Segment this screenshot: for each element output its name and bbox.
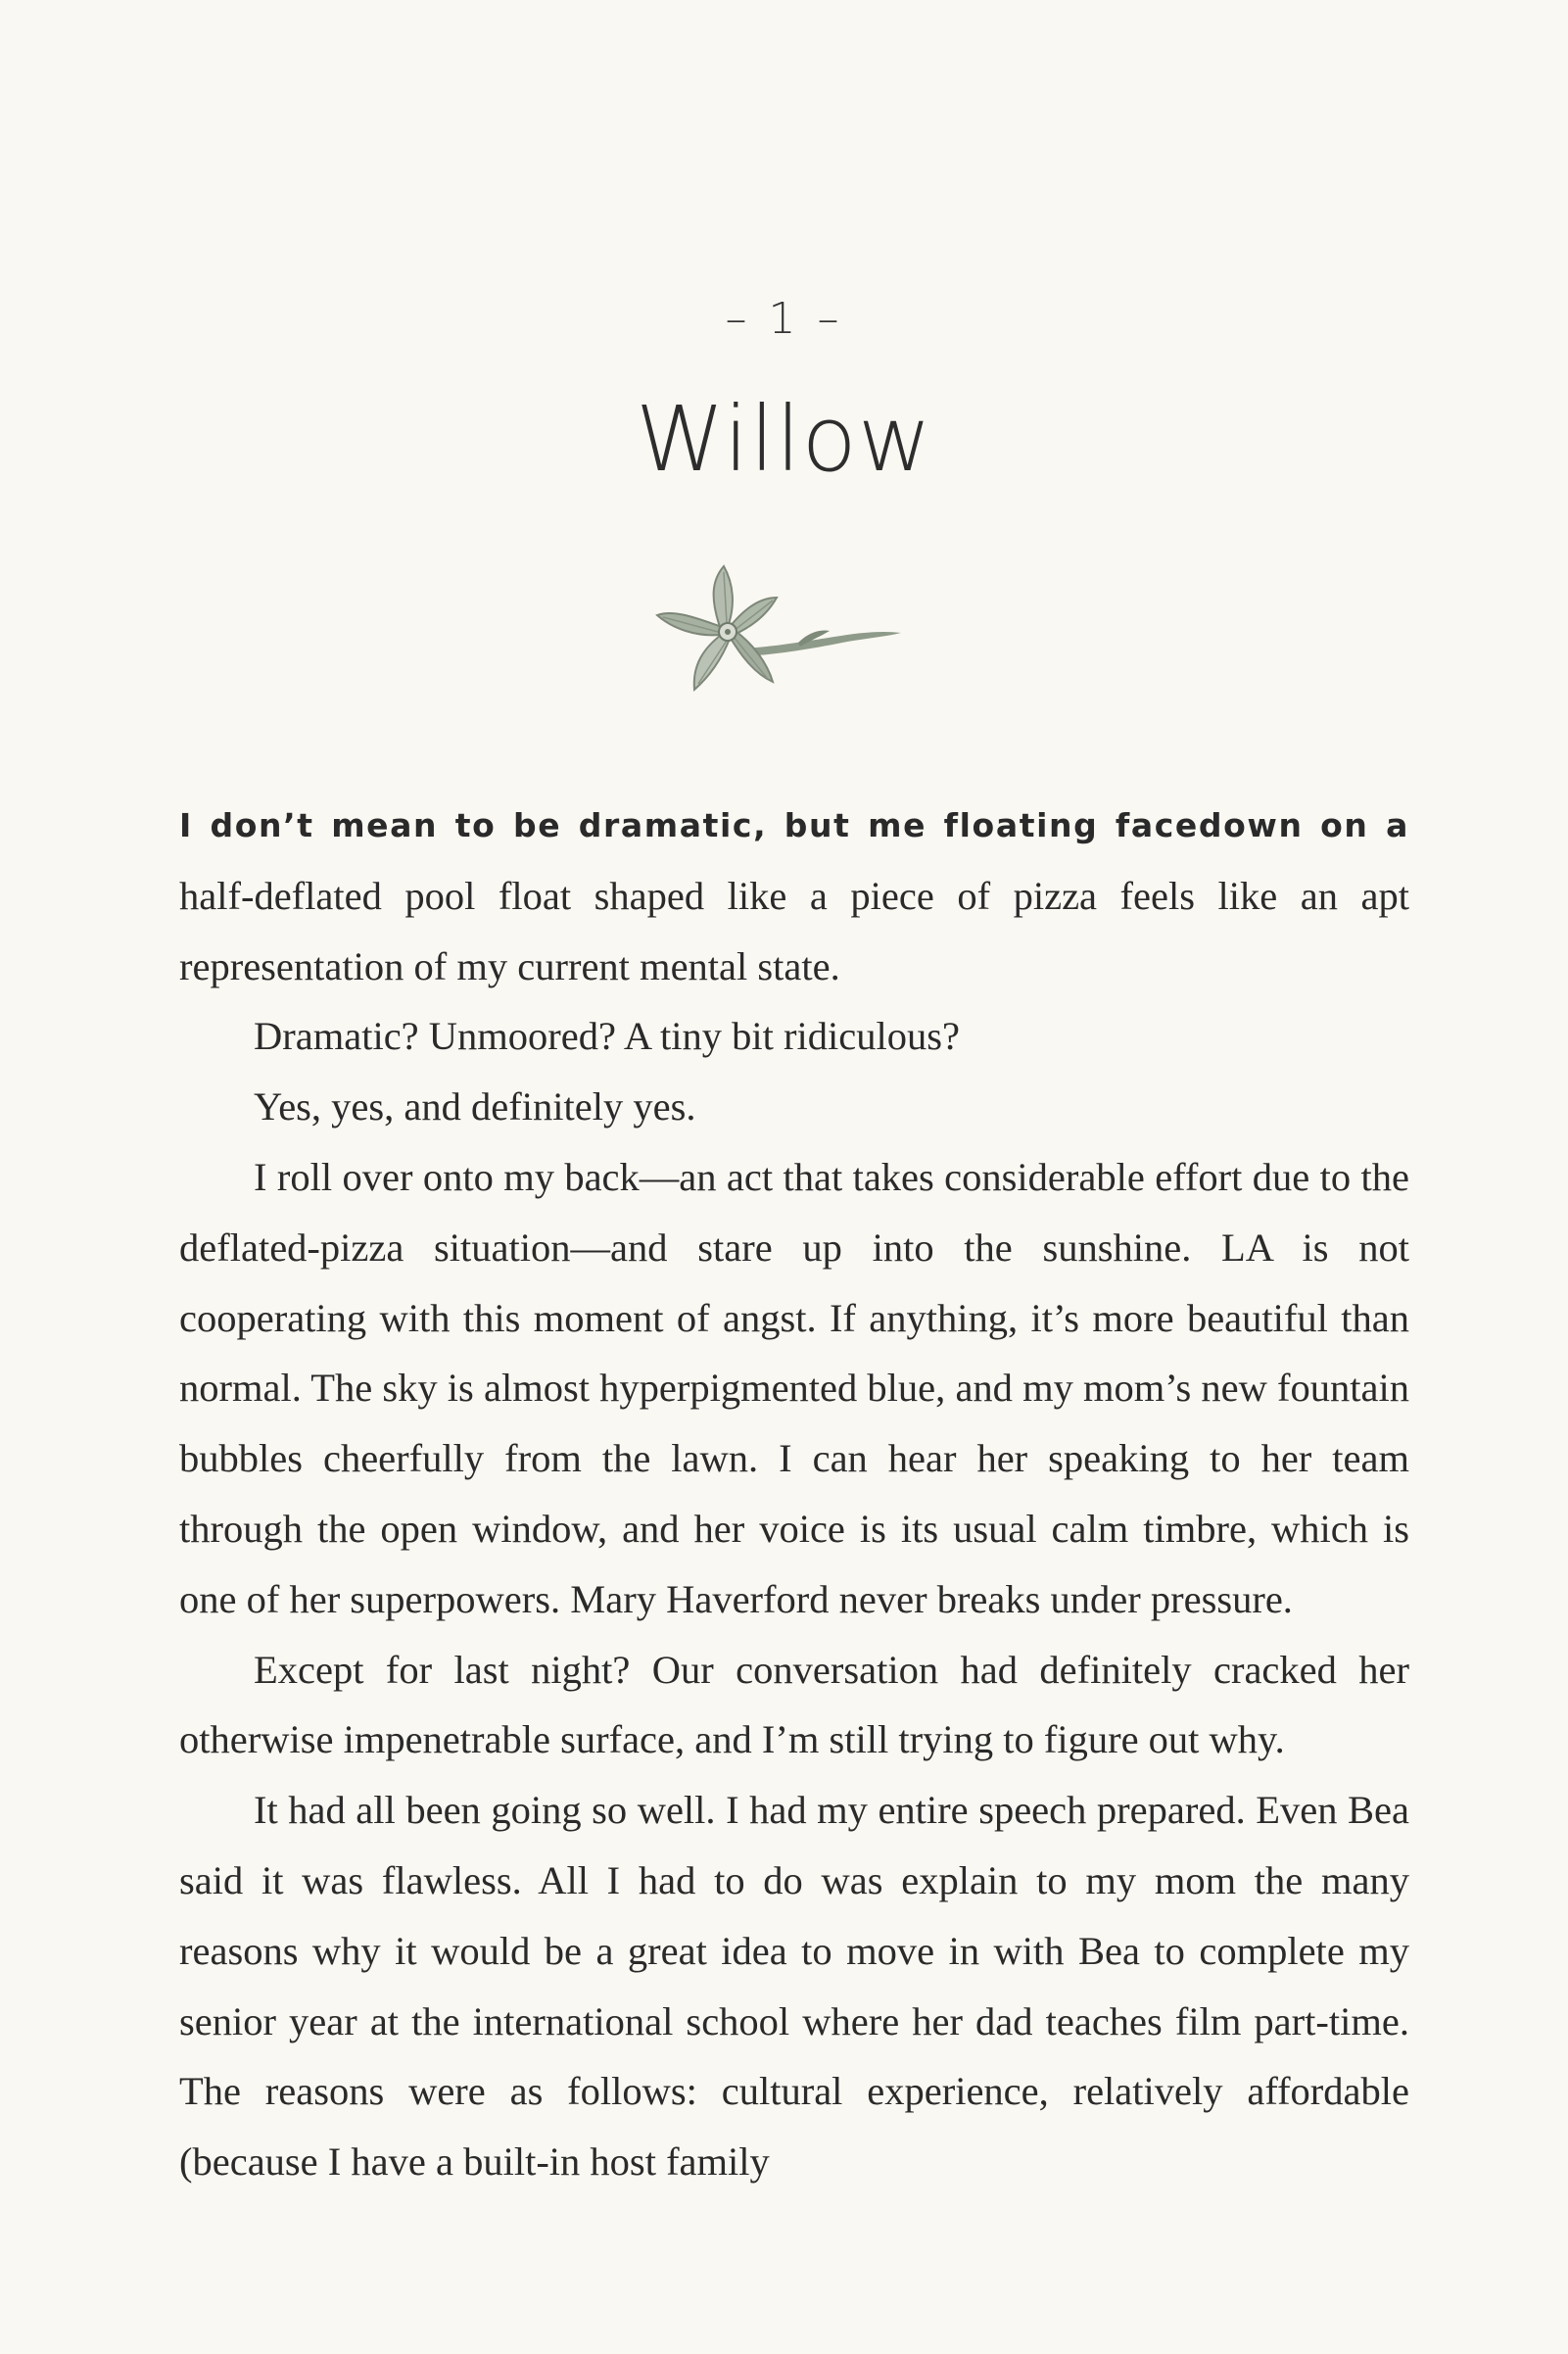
chapter-number: – 1 – (725, 294, 843, 344)
lead-in: I don’t mean to be dramatic, but me floating facedown on a (179, 806, 1409, 844)
flower-icon (651, 558, 906, 705)
paragraph-2: Dramatic? Unmoored? A tiny bit ridiculous? (254, 1014, 960, 1059)
paragraph-3: Yes, yes, and definitely yes. (254, 1084, 696, 1129)
chapter-title: Willow (635, 387, 933, 492)
paragraph-1 (179, 789, 1409, 1001)
paragraph-5: Except for last night? Our conversation had definitely cracked her otherwise impenetrable surface, and I’m still trying to figure out why. (179, 1647, 1409, 1762)
paragraph-4: I roll over onto my back—an act that takes considerable effort due to the deflated-pizza situation—and stare up into the sunshine. LA is not cooperating with this moment of angst. If anything, it’s more beautiful than normal. The sky is almost hyperpigmented blue, and my mom’s new fountain bubbles cheerfully from the lawn. I can hear her speaking to her team through the open window, and her voice is its usual calm timbre, which is one of her superpowers. Mary Haverford never breaks under pressure. (179, 1154, 1409, 1621)
paragraph-6: It had all been going so well. I had my entire speech prepared. Even Bea said it was flawless. All I had to do was explain to my mom the many reasons why it would be a great idea to move in with Bea to complete my senior year at the international school where her dad teaches film part-time. The reasons were as follows: cultural experience, relatively affordable (because I have a built-in host family (179, 1788, 1409, 2185)
chapter-body (179, 789, 1409, 2197)
paragraph-1-text: half-deflated pool float shaped like a piece of pizza feels like an apt representation of my current mental state. (179, 873, 1409, 988)
